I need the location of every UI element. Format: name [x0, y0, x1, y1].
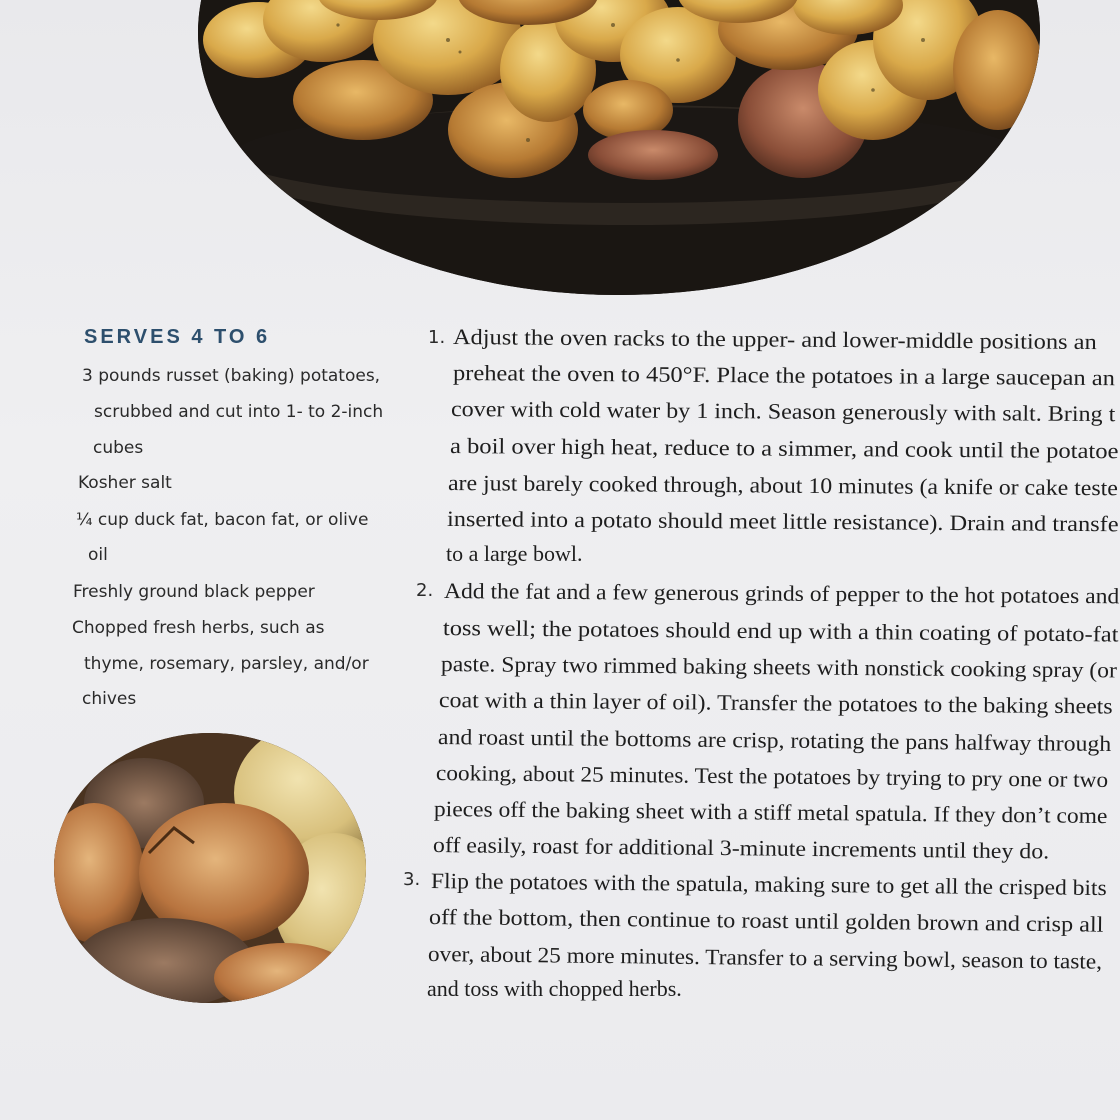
- step-text-line: and toss with chopped herbs.: [427, 976, 682, 1001]
- ingredient-line: Chopped fresh herbs, such as: [72, 618, 325, 638]
- ingredient-line: chives: [82, 689, 137, 709]
- step-text-line: off easily, roast for additional 3-minute increments until they do.: [432, 832, 1050, 864]
- ingredient-line: oil: [88, 545, 108, 565]
- step-number: 2.: [416, 580, 434, 601]
- potatoes-closeup-photo: [54, 733, 366, 1003]
- step-text-line: over, about 25 more minutes. Transfer to a serving bowl, season to taste,: [427, 941, 1103, 974]
- ingredient-line: 3 pounds russet (baking) potatoes,: [82, 366, 381, 386]
- step-text-line: to a large bowl.: [446, 541, 583, 566]
- step-text-line: preheat the oven to 450°F. Place the potatoes in a large saucepan an: [452, 360, 1116, 391]
- step-text-line: pieces off the baking sheet with a stiff metal spatula. If they don’t come: [433, 796, 1108, 829]
- serves-heading: SERVES 4 TO 6: [84, 326, 271, 348]
- potatoes-pan-photo: [198, 0, 1040, 295]
- step-text-line: toss well; the potatoes should end up with a thin coating of potato-fat: [442, 615, 1119, 647]
- step-text-line: off the bottom, then continue to roast until golden brown and crisp all: [428, 904, 1104, 937]
- ingredient-line: Kosher salt: [78, 473, 172, 493]
- step-number: 3.: [403, 869, 421, 890]
- ingredient-line: scrubbed and cut into 1- to 2-inch: [94, 402, 384, 422]
- step-text-line: are just barely cooked through, about 10 minutes (a knife or cake teste: [447, 470, 1118, 501]
- step-text-line: cover with cold water by 1 inch. Season generously with salt. Bring t: [450, 396, 1116, 427]
- step-text-line: inserted into a potato should meet little resistance). Drain and transfe: [446, 506, 1119, 537]
- ingredient-line: Freshly ground black pepper: [73, 582, 315, 602]
- step-text-line: paste. Spray two rimmed baking sheets with nonstick cooking spray (or: [440, 651, 1118, 683]
- step-text-line: coat with a thin layer of oil). Transfer the potatoes to the baking sheets: [438, 687, 1113, 719]
- step-text-line: Flip the potatoes with the spatula, making sure to get all the crisped bits: [430, 868, 1107, 901]
- ingredient-line: ¼ cup duck fat, bacon fat, or olive: [76, 510, 369, 530]
- ingredient-line: cubes: [93, 438, 144, 458]
- step-text-line: a boil over high heat, reduce to a simmer, and cook until the potatoe: [449, 433, 1119, 464]
- step-number: 1.: [428, 327, 446, 348]
- step-text-line: and roast until the bottoms are crisp, rotating the pans halfway through: [437, 724, 1112, 757]
- ingredient-line: thyme, rosemary, parsley, and/or: [84, 654, 369, 674]
- step-text-line: cooking, about 25 minutes. Test the potatoes by trying to pry one or two: [435, 760, 1109, 793]
- step-text-line: Adjust the oven racks to the upper- and lower-middle positions an: [452, 324, 1097, 355]
- step-text-line: Add the fat and a few generous grinds of pepper to the hot potatoes and: [443, 578, 1120, 609]
